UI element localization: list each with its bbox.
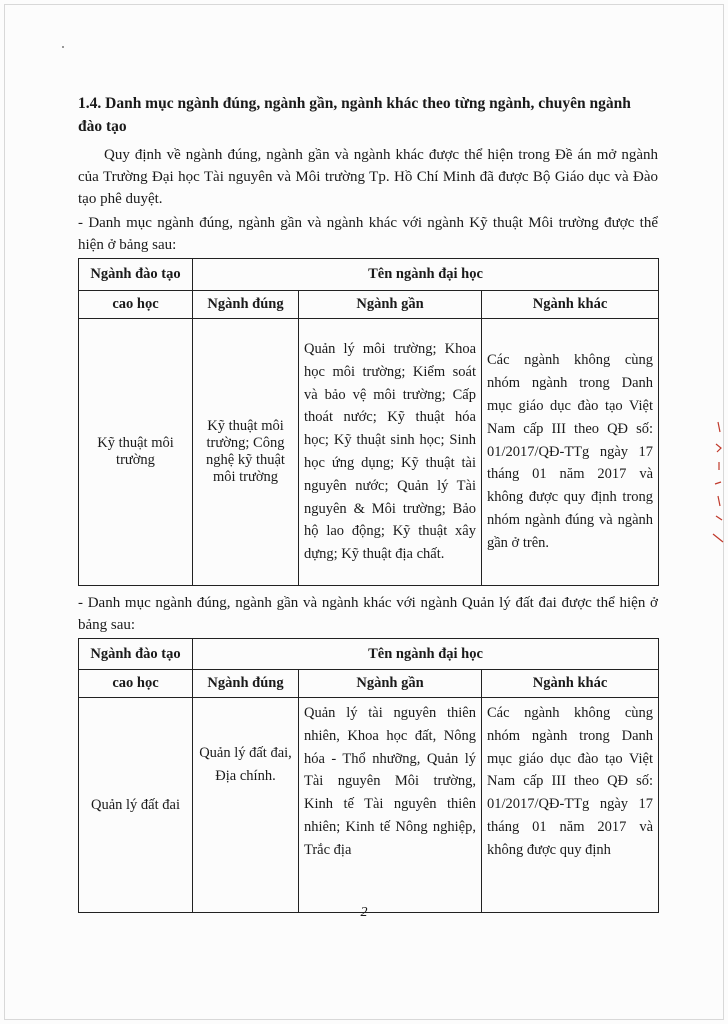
header-near: Ngành gần [299, 291, 482, 319]
land-management-table [78, 638, 659, 913]
cell-correct: Kỹ thuật môi trường; Công nghệ kỹ thuật môi trường [193, 319, 299, 586]
header-correct: Ngành đúng [193, 291, 299, 319]
margin-stamp-mark [710, 418, 724, 548]
header-other: Ngành khác [482, 291, 659, 319]
header-training-line2: cao học [79, 670, 193, 698]
environmental-engineering-table [78, 258, 659, 586]
section-heading: 1.4. Danh mục ngành đúng, ngành gần, ngành khác theo từng ngành, chuyên ngành đào tạo [78, 95, 631, 135]
table1-caption: - Danh mục ngành đúng, ngành gần và ngành khác với ngành Kỹ thuật Môi trường được thể hiện ở bảng sau: [78, 215, 658, 253]
header-other: Ngành khác [482, 670, 659, 698]
header-near: Ngành gần [299, 670, 482, 698]
cell-other: Các ngành không cùng nhóm ngành trong Danh mục giáo dục đào tạo Việt Nam cấp III theo QĐ số: 01/2017/QĐ-TTg ngày 17 tháng 01 năm 2017 và không được quy định trong nhóm ngành đúng và ngành gần ở trên. [482, 319, 659, 586]
cell-near: Quản lý tài nguyên thiên nhiên, Khoa học đất, Nông hóa - Thổ nhưỡng, Quản lý Tài nguyên Môi trường, Kinh tế Tài nguyên thiên nhiên; Kinh tế Nông nghiệp, Trắc địa [299, 698, 482, 913]
header-university: Tên ngành đại học [193, 639, 659, 670]
table-row [79, 698, 659, 913]
cell-near: Quản lý môi trường; Khoa học môi trường; Kiểm soát và bảo vệ môi trường; Cấp thoát nước; Kỹ thuật hóa học; Kỹ thuật sinh học; Sinh học ứng dụng; Kỹ thuật tài nguyên nước; Quản lý Tài nguyên & Môi trường; Bảo hộ lao động; Kỹ thuật xây dựng; Kỹ thuật địa chất. [299, 319, 482, 586]
table2-caption: - Danh mục ngành đúng, ngành gần và ngành khác với ngành Quản lý đất đai được thể hiện ở bảng sau: [78, 595, 658, 633]
cell-correct [193, 698, 299, 913]
header-correct: Ngành đúng [193, 670, 299, 698]
page-number: 2 [360, 905, 368, 920]
header-training-line1: Ngành đào tạo [79, 639, 193, 670]
cell-training: Kỹ thuật môi trường [79, 319, 193, 586]
header-training-line2: cao học [79, 291, 193, 319]
cell-training: Quản lý đất đai [79, 698, 193, 913]
cell-other: Các ngành không cùng nhóm ngành trong Danh mục giáo dục đào tạo Việt Nam cấp III theo QĐ số: 01/2017/QĐ-TTg ngày 17 tháng 01 năm 2017 và không được quy định [482, 698, 659, 913]
document-body [78, 92, 658, 913]
scan-speck [62, 46, 64, 48]
cell-correct-line1: Quản lý đất đai, [199, 745, 292, 761]
header-university: Tên ngành đại học [193, 259, 659, 291]
intro-paragraph: Quy định về ngành đúng, ngành gần và ngành khác được thể hiện trong Đề án mở ngành của Trường Đại học Tài nguyên và Môi trường Tp. Hồ Chí Minh đã được Bộ Giáo dục và Đào tạo phê duyệt. [78, 147, 658, 207]
cell-correct-line2: Địa chính. [215, 768, 276, 784]
table-row [79, 319, 659, 586]
header-training-line1: Ngành đào tạo [79, 259, 193, 291]
